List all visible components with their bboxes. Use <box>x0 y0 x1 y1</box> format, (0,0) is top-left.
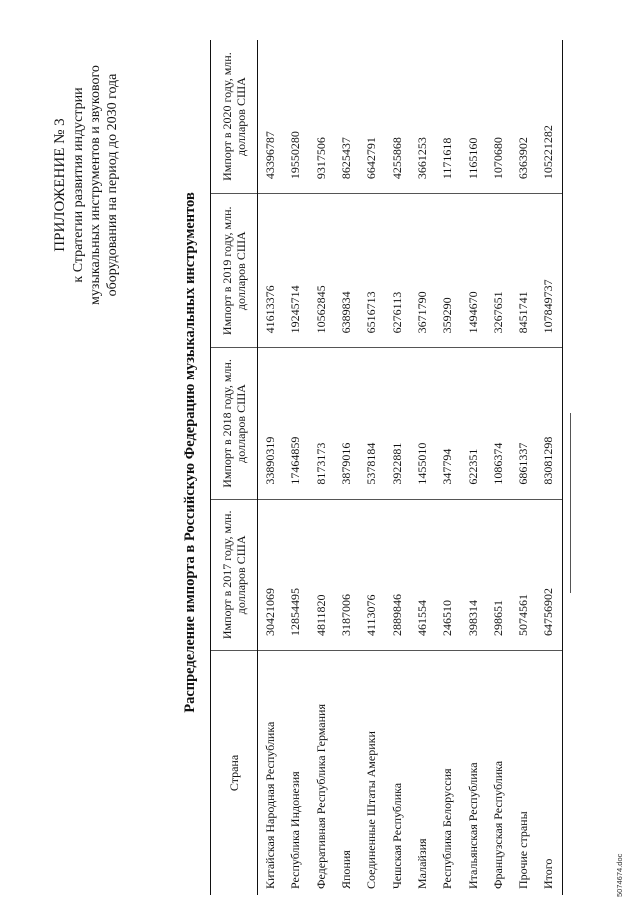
cell-import-2019: 107849737 <box>536 194 562 348</box>
cell-country: Япония <box>339 850 354 889</box>
cell-import-2017: 3187006 <box>334 499 359 650</box>
cell-country: Республика Белоруссия <box>440 768 455 889</box>
cell-import-2020: 43396787 <box>258 40 284 194</box>
divider-line <box>570 413 571 593</box>
header-2019: Импорт в 2019 году, млн. долларов США <box>211 194 258 348</box>
cell-import-2020: 3661253 <box>410 40 435 194</box>
appendix-header <box>52 25 121 345</box>
header-2018: Импорт в 2018 году, млн. долларов США <box>211 348 258 499</box>
cell-import-2018: 3922881 <box>384 348 409 499</box>
cell-import-2018: 83081298 <box>536 348 562 499</box>
cell-import-2017: 461554 <box>410 499 435 650</box>
cell-import-2020: 8625437 <box>334 40 359 194</box>
cell-import-2017: 4113076 <box>359 499 384 650</box>
cell-import-2019: 41613376 <box>258 194 284 348</box>
cell-import-2019: 3267651 <box>486 194 511 348</box>
table-row <box>309 40 334 895</box>
cell-country: Французская Республика <box>490 760 505 889</box>
cell-country: Чешская Республика <box>389 782 404 889</box>
cell-country: Малайзия <box>414 838 429 889</box>
cell-import-2020: 105221282 <box>536 40 562 194</box>
appendix-line-1: к Стратегии развития индустрии <box>71 87 86 283</box>
table-row <box>536 40 562 895</box>
cell-import-2019: 10562845 <box>309 194 334 348</box>
cell-import-2018: 622351 <box>460 348 485 499</box>
cell-country: Китайская Народная Республика <box>263 721 278 889</box>
appendix-number: ПРИЛОЖЕНИЕ № 3 <box>52 118 68 252</box>
table-row <box>460 40 485 895</box>
cell-country: Итого <box>536 651 562 896</box>
table-row <box>359 40 384 895</box>
cell-import-2017: 246510 <box>435 499 460 650</box>
cell-import-2019: 6389834 <box>334 194 359 348</box>
cell-import-2019: 359290 <box>435 194 460 348</box>
cell-import-2017: 298651 <box>486 499 511 650</box>
cell-import-2019: 6516713 <box>359 194 384 348</box>
cell-import-2017: 398314 <box>460 499 485 650</box>
cell-import-2019: 19245714 <box>283 194 308 348</box>
cell-country: Прочие страны <box>516 811 531 889</box>
cell-import-2020: 6642791 <box>359 40 384 194</box>
cell-import-2019: 6276113 <box>384 194 409 348</box>
cell-import-2018: 347794 <box>435 348 460 499</box>
cell-import-2018: 6861337 <box>511 348 536 499</box>
cell-import-2017: 4811820 <box>309 499 334 650</box>
table-row <box>258 40 284 895</box>
table-row <box>435 40 460 895</box>
cell-import-2019: 8451741 <box>511 194 536 348</box>
cell-import-2017: 64756902 <box>536 499 562 650</box>
cell-import-2020: 19550280 <box>283 40 308 194</box>
table-header-row <box>211 40 258 895</box>
cell-import-2018: 17464859 <box>283 348 308 499</box>
cell-country: Федеративная Республика Германия <box>313 704 328 889</box>
appendix-line-3: оборудования на период до 2030 года <box>105 73 120 297</box>
cell-import-2018: 1086374 <box>486 348 511 499</box>
cell-import-2018: 33890319 <box>258 348 284 499</box>
cell-import-2019: 1494670 <box>460 194 485 348</box>
cell-import-2017: 2889846 <box>384 499 409 650</box>
cell-import-2020: 1070680 <box>486 40 511 194</box>
cell-import-2019: 3671790 <box>410 194 435 348</box>
cell-import-2020: 6363902 <box>511 40 536 194</box>
appendix-line-2: музыкальных инструментов и звукового <box>88 65 103 305</box>
cell-country: Соединенные Штаты Америки <box>364 731 379 889</box>
cell-import-2017: 12854495 <box>283 499 308 650</box>
table-row <box>511 40 536 895</box>
cell-country: Республика Индонезия <box>288 771 303 889</box>
table-row <box>334 40 359 895</box>
header-country: Страна <box>211 651 258 896</box>
header-2020: Импорт в 2020 году, млн. долларов США <box>211 40 258 194</box>
cell-import-2018: 3879016 <box>334 348 359 499</box>
cell-import-2018: 1455010 <box>410 348 435 499</box>
table-row <box>486 40 511 895</box>
cell-import-2020: 9317506 <box>309 40 334 194</box>
cell-import-2018: 8173173 <box>309 348 334 499</box>
table-row <box>283 40 308 895</box>
cell-import-2017: 30421069 <box>258 499 284 650</box>
import-table <box>210 40 563 895</box>
cell-import-2020: 4255868 <box>384 40 409 194</box>
footer-doc-id: 5074674.doc <box>615 853 624 897</box>
cell-import-2018: 5378184 <box>359 348 384 499</box>
table-row <box>410 40 435 895</box>
table-row <box>384 40 409 895</box>
document-title: Распределение импорта в Российскую Федерацию музыкальных инструментов <box>182 192 198 713</box>
cell-country: Итальянская Республика <box>465 762 480 889</box>
cell-import-2020: 1171618 <box>435 40 460 194</box>
cell-import-2020: 1165160 <box>460 40 485 194</box>
header-2017: Импорт в 2017 году, млн. долларов США <box>211 499 258 650</box>
cell-import-2017: 5074561 <box>511 499 536 650</box>
